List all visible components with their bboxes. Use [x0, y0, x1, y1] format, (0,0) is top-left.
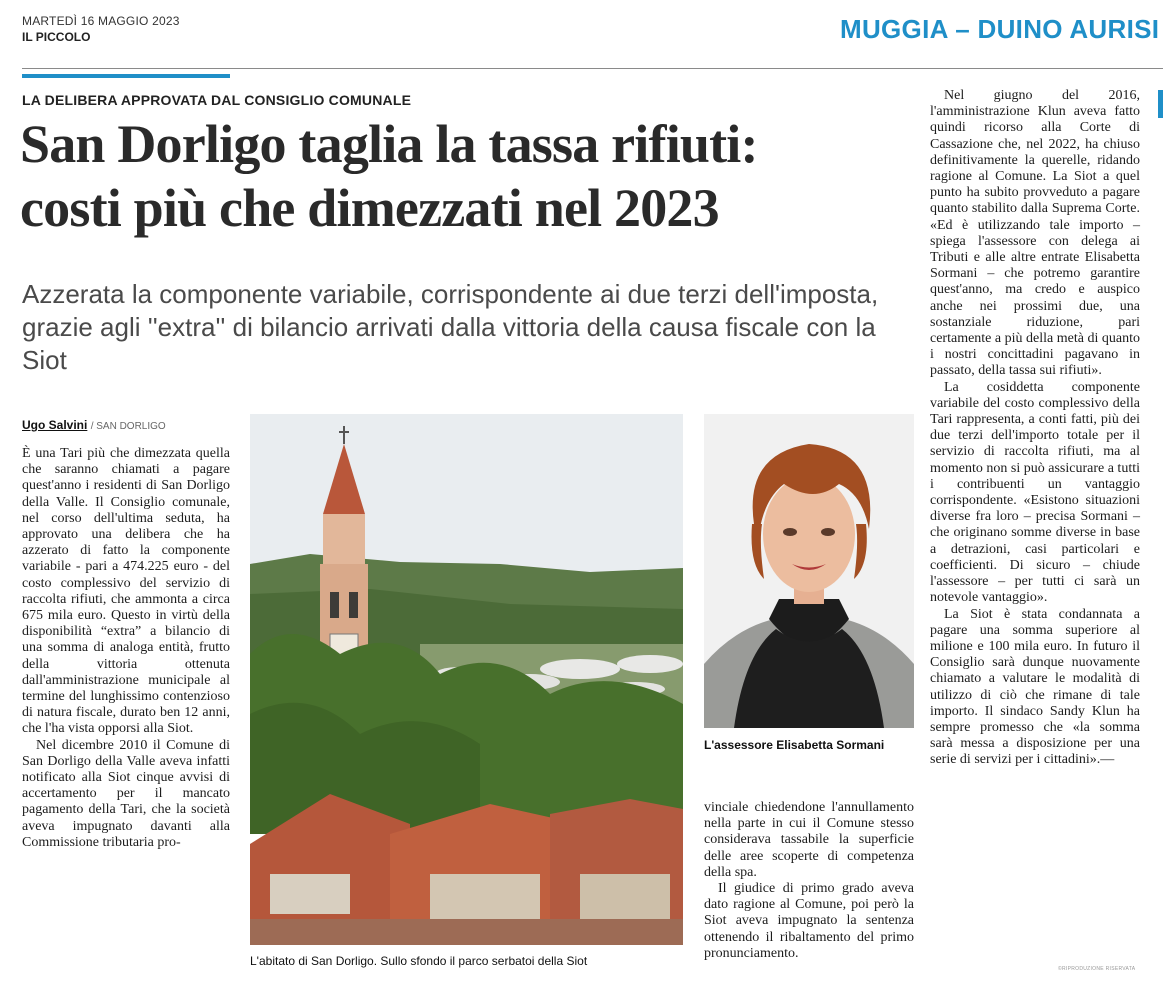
- edition-date: MARTEDÌ 16 MAGGIO 2023: [22, 14, 180, 28]
- author-name: Ugo Salvini: [22, 418, 88, 432]
- paragraph: La cosiddetta componente variabile del costo complessivo della Tari rappresenta, a conti fatti, più dei due terzi dell'importo totale per il servizio di raccolta rifiuti, ma al momento non si può assicurare a tutti i contribuenti un vantaggio corrispondente. «Esistono situazioni diverse fra loro – precisa Sormani – che originano somme diverse in base a detrazioni, casi particolari e coefficienti. Di sicuro – chiude l'assessore – per tutti ci sarà un notevole vantaggio».: [930, 379, 1140, 606]
- article-kicker: LA DELIBERA APPROVATA DAL CONSIGLIO COMUNALE: [22, 92, 412, 108]
- paragraph: Nel giugno del 2016, l'amministrazione Klun aveva fatto quindi ricorso alla Corte di Cassazione che, nel 2022, ha chiuso definitivamente la querelle, ridando ragione al Comune. La Siot a quel punto ha subito provveduto a pagare quanto stabilito dalla Suprema Corte. «Ed è utilizzando tale importo – spiega l'assessore con delega ai Tributi e alle altre entrate Elisabetta Sormani – che potremo garantire quest'anno, ma credo e auspico anche nei prossimi due, una sostanziale riduzione, pari certamente a più della metà di quanto i nostri concittadini pagavano in passato, della tassa sui rifiuti».: [930, 88, 1140, 379]
- paragraph: La Siot è stata condannata a pagare una somma superiore al milione e 100 mila euro. In futuro il Consiglio sarà dunque nuovamente chiamato a valutare le modalità di utilizzo di ciò che rimane di tale importo. Il sindaco Sandy Klun ha sempre promesso che «la somma sarà messa a disposizione per una serie di servizi per i cittadini».—: [930, 606, 1140, 768]
- article-subheadline: [22, 278, 922, 377]
- header-rule: [22, 68, 1163, 69]
- village-photo: [250, 414, 683, 945]
- subheadline-line-1: Azzerata la componente variabile, corrispondente ai due terzi dell'imposta,: [22, 279, 879, 309]
- article-headline: [20, 112, 920, 240]
- text-column-1: [22, 446, 230, 851]
- paragraph: È una Tari più che dimezzata quella che saranno chiamati a pagare quest'anno i residenti di San Dorligo della Valle. Il Consiglio comunale, nel corso dell'ultima seduta, ha approvato una delibera che ha azzerato di fatto la componente variabile - pari a 474.225 euro - del costo complessivo del servizio di raccolta rifiuti, che ammonta a circa 675 mila euro. Questo in virtù della disponibilità “extra” a bilancio di una somma di analoga entità, frutto della vittoria ottenuta dall'amministrazione municipale al termine del lunghissimo contenzioso di natura fiscale, durato ben 12 anni, che l'ha vista opporsi alla Siot.: [22, 446, 230, 737]
- headline-line-1: San Dorligo taglia la tassa rifiuti:: [20, 114, 758, 174]
- author-location: / SAN DORLIGO: [90, 421, 166, 432]
- paragraph: Il giudice di primo grado aveva dato ragione al Comune, poi però la Siot aveva impugnato la sentenza ottenendo il ribaltamento del primo pronunciamento.: [704, 881, 914, 961]
- photo-caption-portrait: L'assessore Elisabetta Sormani: [704, 738, 885, 752]
- right-accent-bar: [1158, 90, 1163, 118]
- newspaper-name: IL PICCOLO: [22, 30, 91, 44]
- copyright-notice: ©RIPRODUZIONE RISERVATA: [1058, 966, 1136, 972]
- photo-caption-village: L'abitato di San Dorligo. Sullo sfondo il parco serbatoi della Siot: [250, 954, 588, 968]
- assessor-portrait: [704, 414, 914, 728]
- byline: [22, 418, 166, 432]
- text-column-2: [704, 800, 914, 962]
- paragraph: vinciale chiedendone l'annullamento nella parte in cui il Comune stesso considerava tassabile la superficie delle aree scoperte di competenza della spa.: [704, 800, 914, 880]
- accent-bar: [22, 74, 230, 78]
- village-illustration: [250, 414, 683, 945]
- headline-line-2: costi più che dimezzati nel 2023: [20, 178, 719, 238]
- section-title: MUGGIA – DUINO AURISI: [840, 14, 1160, 44]
- text-column-3: [930, 88, 1140, 769]
- paragraph: Nel dicembre 2010 il Comune di San Dorligo della Valle aveva infatti notificato alla Siot cinque avvisi di accertamento per il mancato pagamento della Tari, che la società aveva impugnato davanti alla Commissione tributaria pro-: [22, 737, 230, 850]
- subheadline-line-2: grazie agli ''extra'' di bilancio arrivati dalla vittoria della causa fiscale con la Siot: [22, 312, 876, 375]
- portrait-illustration: [704, 414, 914, 728]
